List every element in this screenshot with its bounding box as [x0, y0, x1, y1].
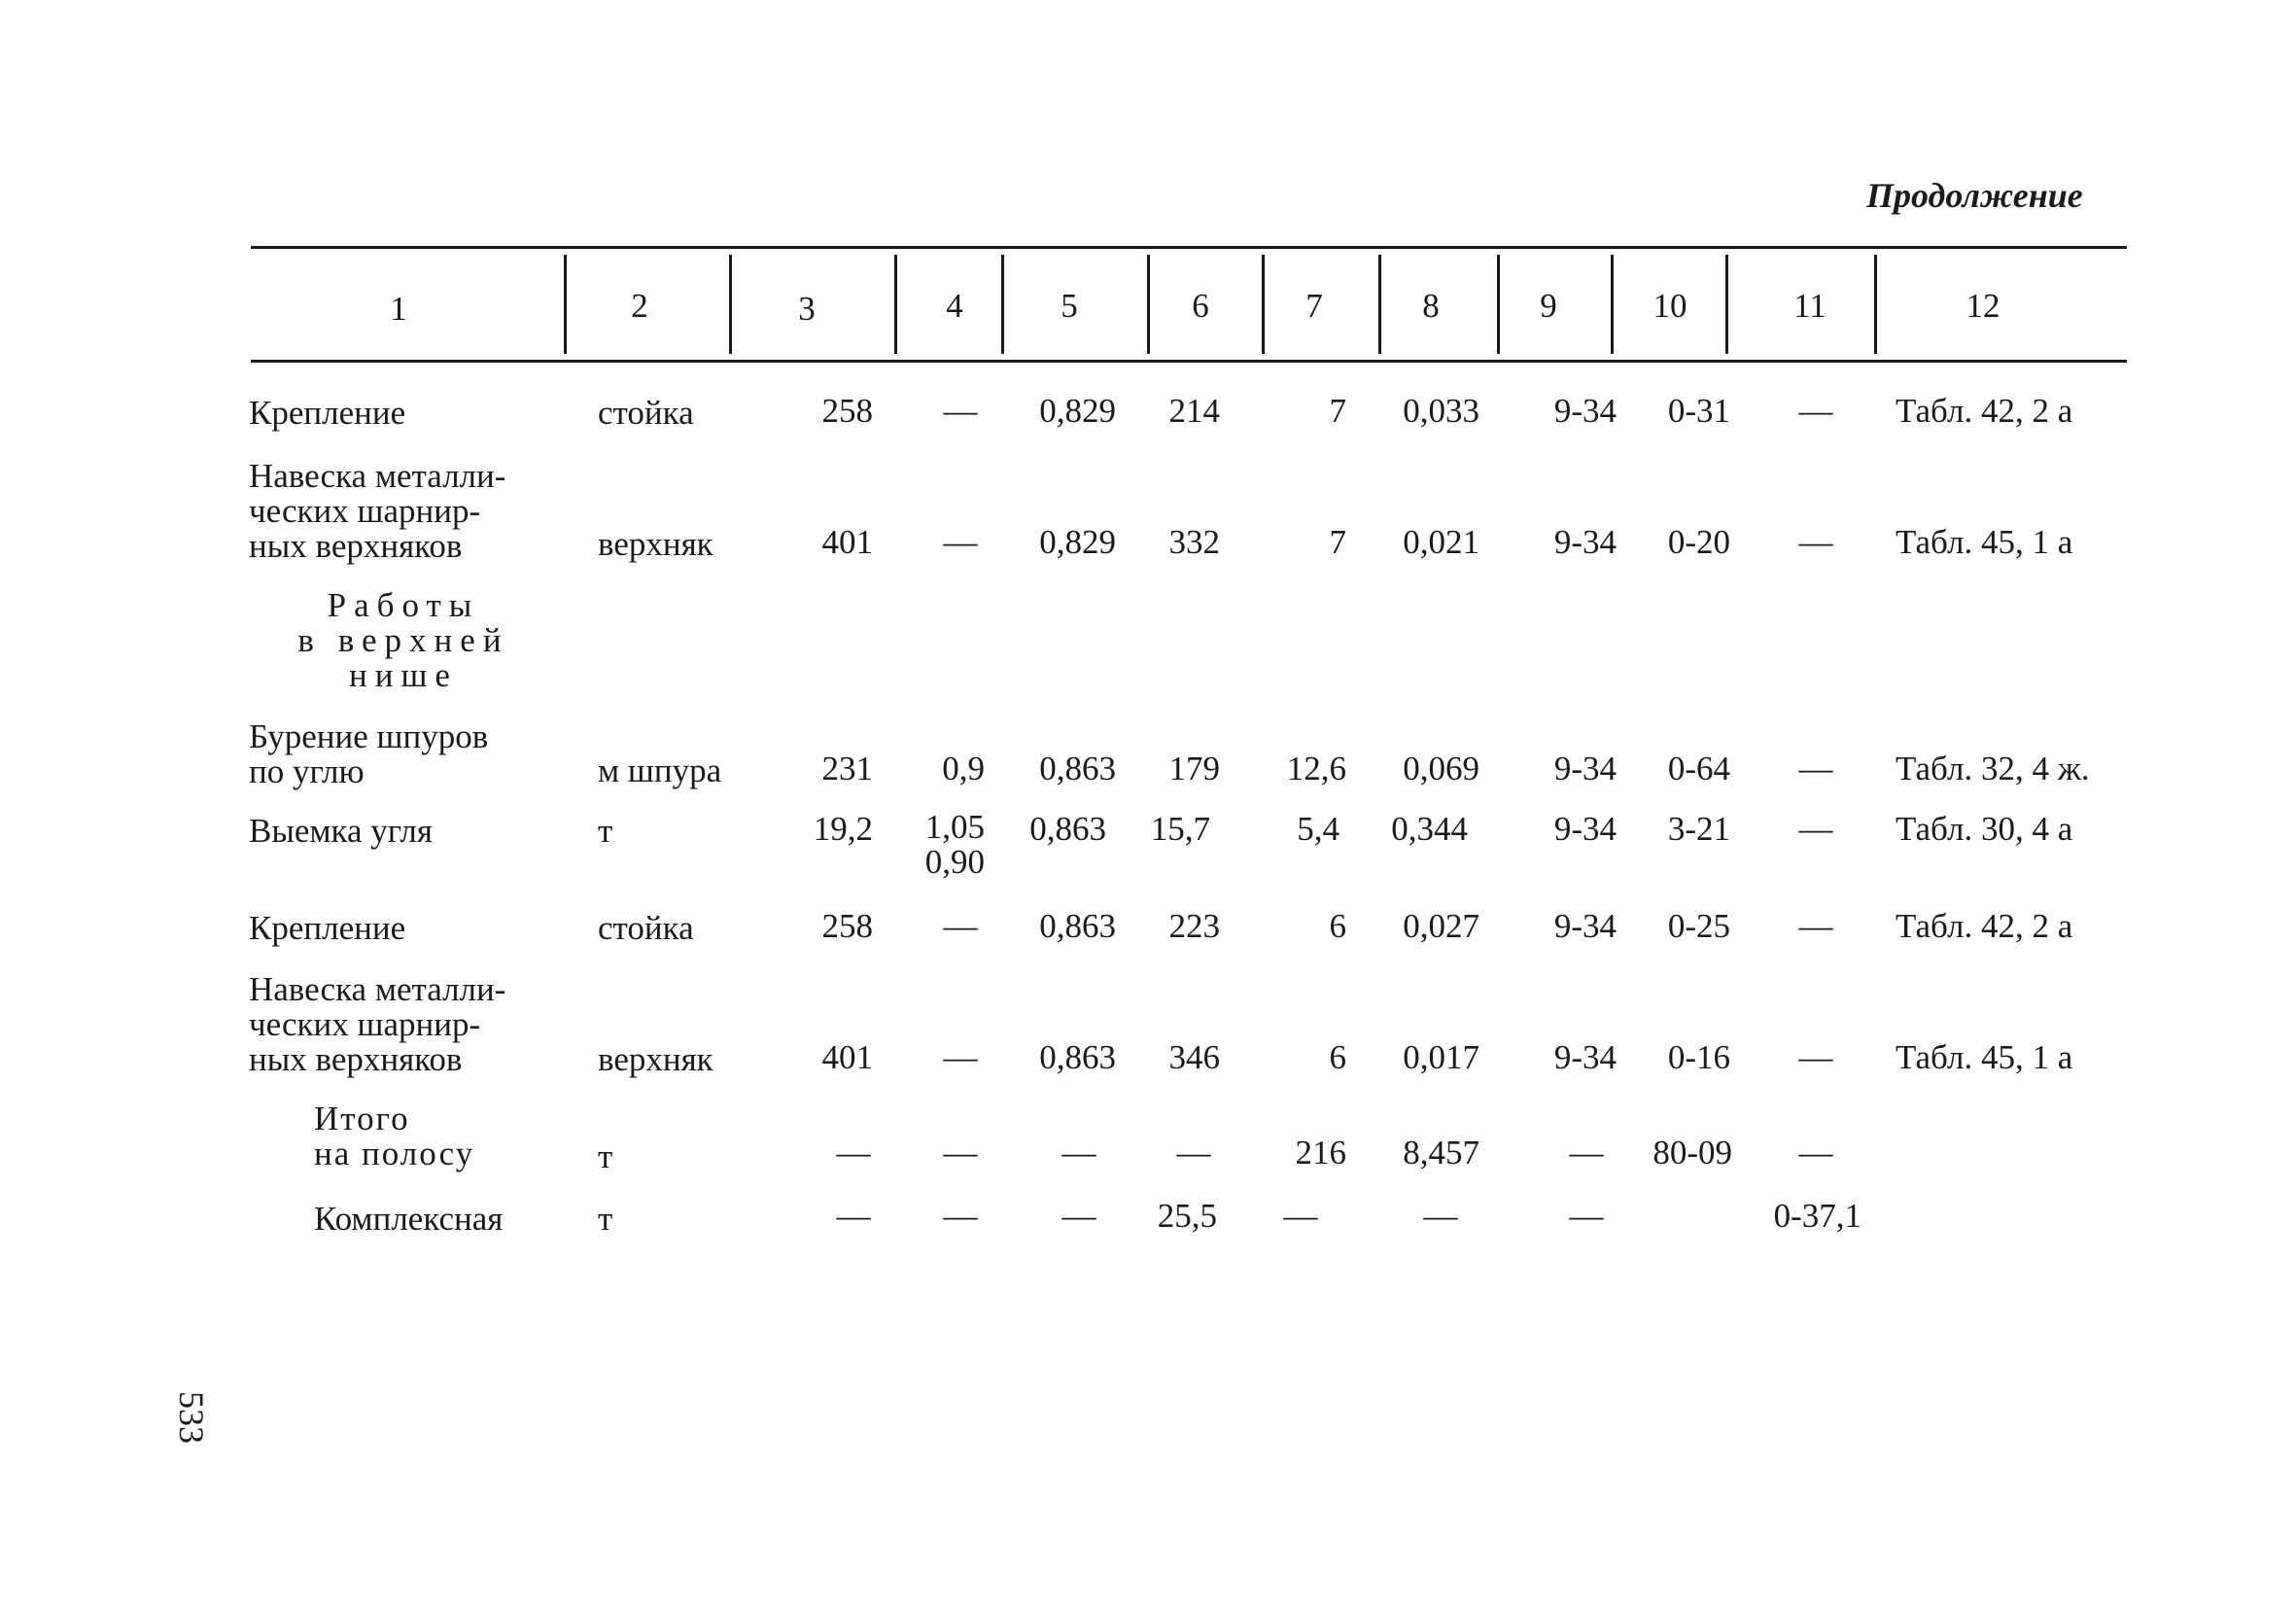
- cell-c8: 8,457: [1403, 1134, 1479, 1171]
- column-header: 4: [946, 287, 963, 325]
- cell-c12: Табл. 42, 2 а: [1896, 392, 2073, 430]
- cell-c4: —: [943, 392, 978, 430]
- cell-c8: 0,033: [1403, 392, 1479, 430]
- header-divider: [729, 255, 732, 354]
- column-header: 1: [390, 290, 407, 328]
- row-name: Выемка угля: [249, 812, 433, 850]
- cell-c6: 223: [1168, 907, 1220, 945]
- cell-c7: 6: [1329, 907, 1346, 945]
- cell-c3: 231: [821, 750, 873, 787]
- cell-c7: —: [1283, 1197, 1318, 1235]
- cell-c7: 7: [1329, 523, 1346, 561]
- cell-c9: 9-34: [1553, 392, 1617, 430]
- cell-c4: —: [943, 1038, 978, 1076]
- cell-c8: 0,069: [1403, 750, 1479, 787]
- cell-c10: 0-25: [1667, 907, 1730, 945]
- row-unit: т: [598, 812, 613, 850]
- cell-c4: —: [943, 1197, 978, 1235]
- column-header: 2: [631, 287, 648, 325]
- cell-c9: 9-34: [1553, 810, 1617, 848]
- column-header: 10: [1652, 287, 1687, 325]
- row-name: Комплексная: [314, 1200, 504, 1238]
- header-divider: [1378, 255, 1381, 354]
- cell-c5: 0,863: [1039, 750, 1116, 787]
- cell-c6: 179: [1168, 750, 1220, 787]
- row-unit: м шпура: [598, 752, 722, 789]
- cell-c5: 0,829: [1039, 392, 1116, 430]
- continuation-label: Продолжение: [1866, 176, 2083, 215]
- column-header: 7: [1305, 287, 1323, 325]
- header-divider: [564, 255, 567, 354]
- cell-c10: 80-09: [1652, 1134, 1732, 1171]
- cell-c8: 0,021: [1403, 523, 1479, 561]
- header-divider: [1497, 255, 1500, 354]
- header-divider: [1147, 255, 1150, 354]
- cell-c10: 0-64: [1667, 750, 1730, 787]
- row-name: Навеска металли- ческих шарнир- ных верхняков: [249, 970, 506, 1078]
- header-divider: [1874, 255, 1877, 354]
- cell-c6: 214: [1168, 392, 1220, 430]
- cell-c7: 12,6: [1286, 750, 1346, 787]
- row-unit: стойка: [598, 909, 694, 947]
- header-divider: [1611, 255, 1614, 354]
- cell-c9: 9-34: [1553, 523, 1617, 561]
- row-name: Крепление: [249, 909, 406, 947]
- cell-c11: —: [1798, 523, 1833, 561]
- cell-c12: Табл. 32, 4 ж.: [1896, 750, 2090, 787]
- cell-c8: 0,027: [1403, 907, 1479, 945]
- total-label: Итого на полосу: [314, 1100, 475, 1172]
- row-name: Навеска металли- ческих шарнир- ных верхняков: [249, 457, 506, 565]
- cell-c4: —: [943, 1134, 978, 1171]
- cell-c6: 15,7: [1150, 810, 1210, 848]
- cell-c4: 0,9: [942, 750, 985, 787]
- cell-c4: 1,05 0,90: [924, 808, 985, 881]
- cell-c3: 258: [821, 392, 873, 430]
- row-name: Бурение шпуров по углю: [249, 717, 489, 790]
- cell-c3: 401: [821, 523, 873, 561]
- cell-c5: —: [1061, 1134, 1096, 1171]
- header-divider: [1001, 255, 1004, 354]
- header-divider: [1262, 255, 1265, 354]
- cell-c9: —: [1569, 1197, 1604, 1235]
- cell-c5: 0,829: [1039, 523, 1116, 561]
- cell-c3: 19,2: [813, 810, 873, 848]
- cell-c8: 0,344: [1391, 810, 1468, 848]
- column-header: 11: [1793, 287, 1826, 325]
- cell-c10: 0-31: [1667, 392, 1730, 430]
- cell-c10: 0-16: [1667, 1038, 1730, 1076]
- cell-c10: 0-20: [1667, 523, 1730, 561]
- cell-c3: —: [836, 1197, 871, 1235]
- header-top-rule: [251, 246, 2127, 249]
- cell-c5: 0,863: [1039, 1038, 1116, 1076]
- cell-c11: —: [1798, 750, 1833, 787]
- cell-c9: 9-34: [1553, 907, 1617, 945]
- cell-c6: 25,5: [1157, 1197, 1217, 1235]
- cell-c5: —: [1061, 1197, 1096, 1235]
- cell-c11: —: [1798, 1134, 1833, 1171]
- column-header: 9: [1540, 287, 1557, 325]
- section-heading: Работы в верхней нише: [297, 586, 509, 694]
- header-bottom-rule: [251, 360, 2127, 363]
- row-unit: стойка: [598, 394, 694, 432]
- cell-c6: 332: [1168, 523, 1220, 561]
- cell-c7: 7: [1329, 392, 1346, 430]
- cell-c11: —: [1798, 810, 1833, 848]
- row-name: Крепление: [249, 394, 406, 432]
- cell-c12: Табл. 30, 4 а: [1896, 810, 2073, 848]
- cell-c12: Табл. 45, 1 а: [1896, 1038, 2073, 1076]
- cell-c6: 346: [1168, 1038, 1220, 1076]
- cell-c11: —: [1798, 392, 1833, 430]
- row-unit: т: [598, 1200, 613, 1238]
- cell-c11: 0-37,1: [1773, 1197, 1861, 1235]
- cell-c8: —: [1423, 1197, 1458, 1235]
- cell-c12: Табл. 42, 2 а: [1896, 907, 2073, 945]
- cell-c4: —: [943, 907, 978, 945]
- cell-c12: Табл. 45, 1 а: [1896, 523, 2073, 561]
- cell-c3: —: [836, 1134, 871, 1171]
- header-divider: [894, 255, 897, 354]
- page-number: 533: [172, 1391, 211, 1444]
- cell-c3: 258: [821, 907, 873, 945]
- cell-c4: —: [943, 523, 978, 561]
- cell-c10: 3-21: [1667, 810, 1730, 848]
- cell-c9: 9-34: [1553, 750, 1617, 787]
- row-unit: верхняк: [598, 1040, 713, 1078]
- cell-c5: 0,863: [1029, 810, 1106, 848]
- row-unit: верхняк: [598, 525, 713, 563]
- cell-c7: 6: [1329, 1038, 1346, 1076]
- column-header: 5: [1061, 287, 1078, 325]
- column-header: 12: [1966, 287, 2000, 325]
- cell-c8: 0,017: [1403, 1038, 1479, 1076]
- cell-c7: 216: [1295, 1134, 1346, 1171]
- cell-c9: 9-34: [1553, 1038, 1617, 1076]
- cell-c9: —: [1569, 1134, 1604, 1171]
- cell-c7: 5,4: [1297, 810, 1339, 848]
- cell-c5: 0,863: [1039, 907, 1116, 945]
- header-divider: [1725, 255, 1728, 354]
- column-header: 8: [1422, 287, 1440, 325]
- row-unit: т: [598, 1137, 613, 1175]
- cell-c11: —: [1798, 907, 1833, 945]
- cell-c11: —: [1798, 1038, 1833, 1076]
- cell-c3: 401: [821, 1038, 873, 1076]
- cell-c6: —: [1176, 1134, 1211, 1171]
- column-header: 6: [1192, 287, 1209, 325]
- column-header: 3: [798, 290, 816, 328]
